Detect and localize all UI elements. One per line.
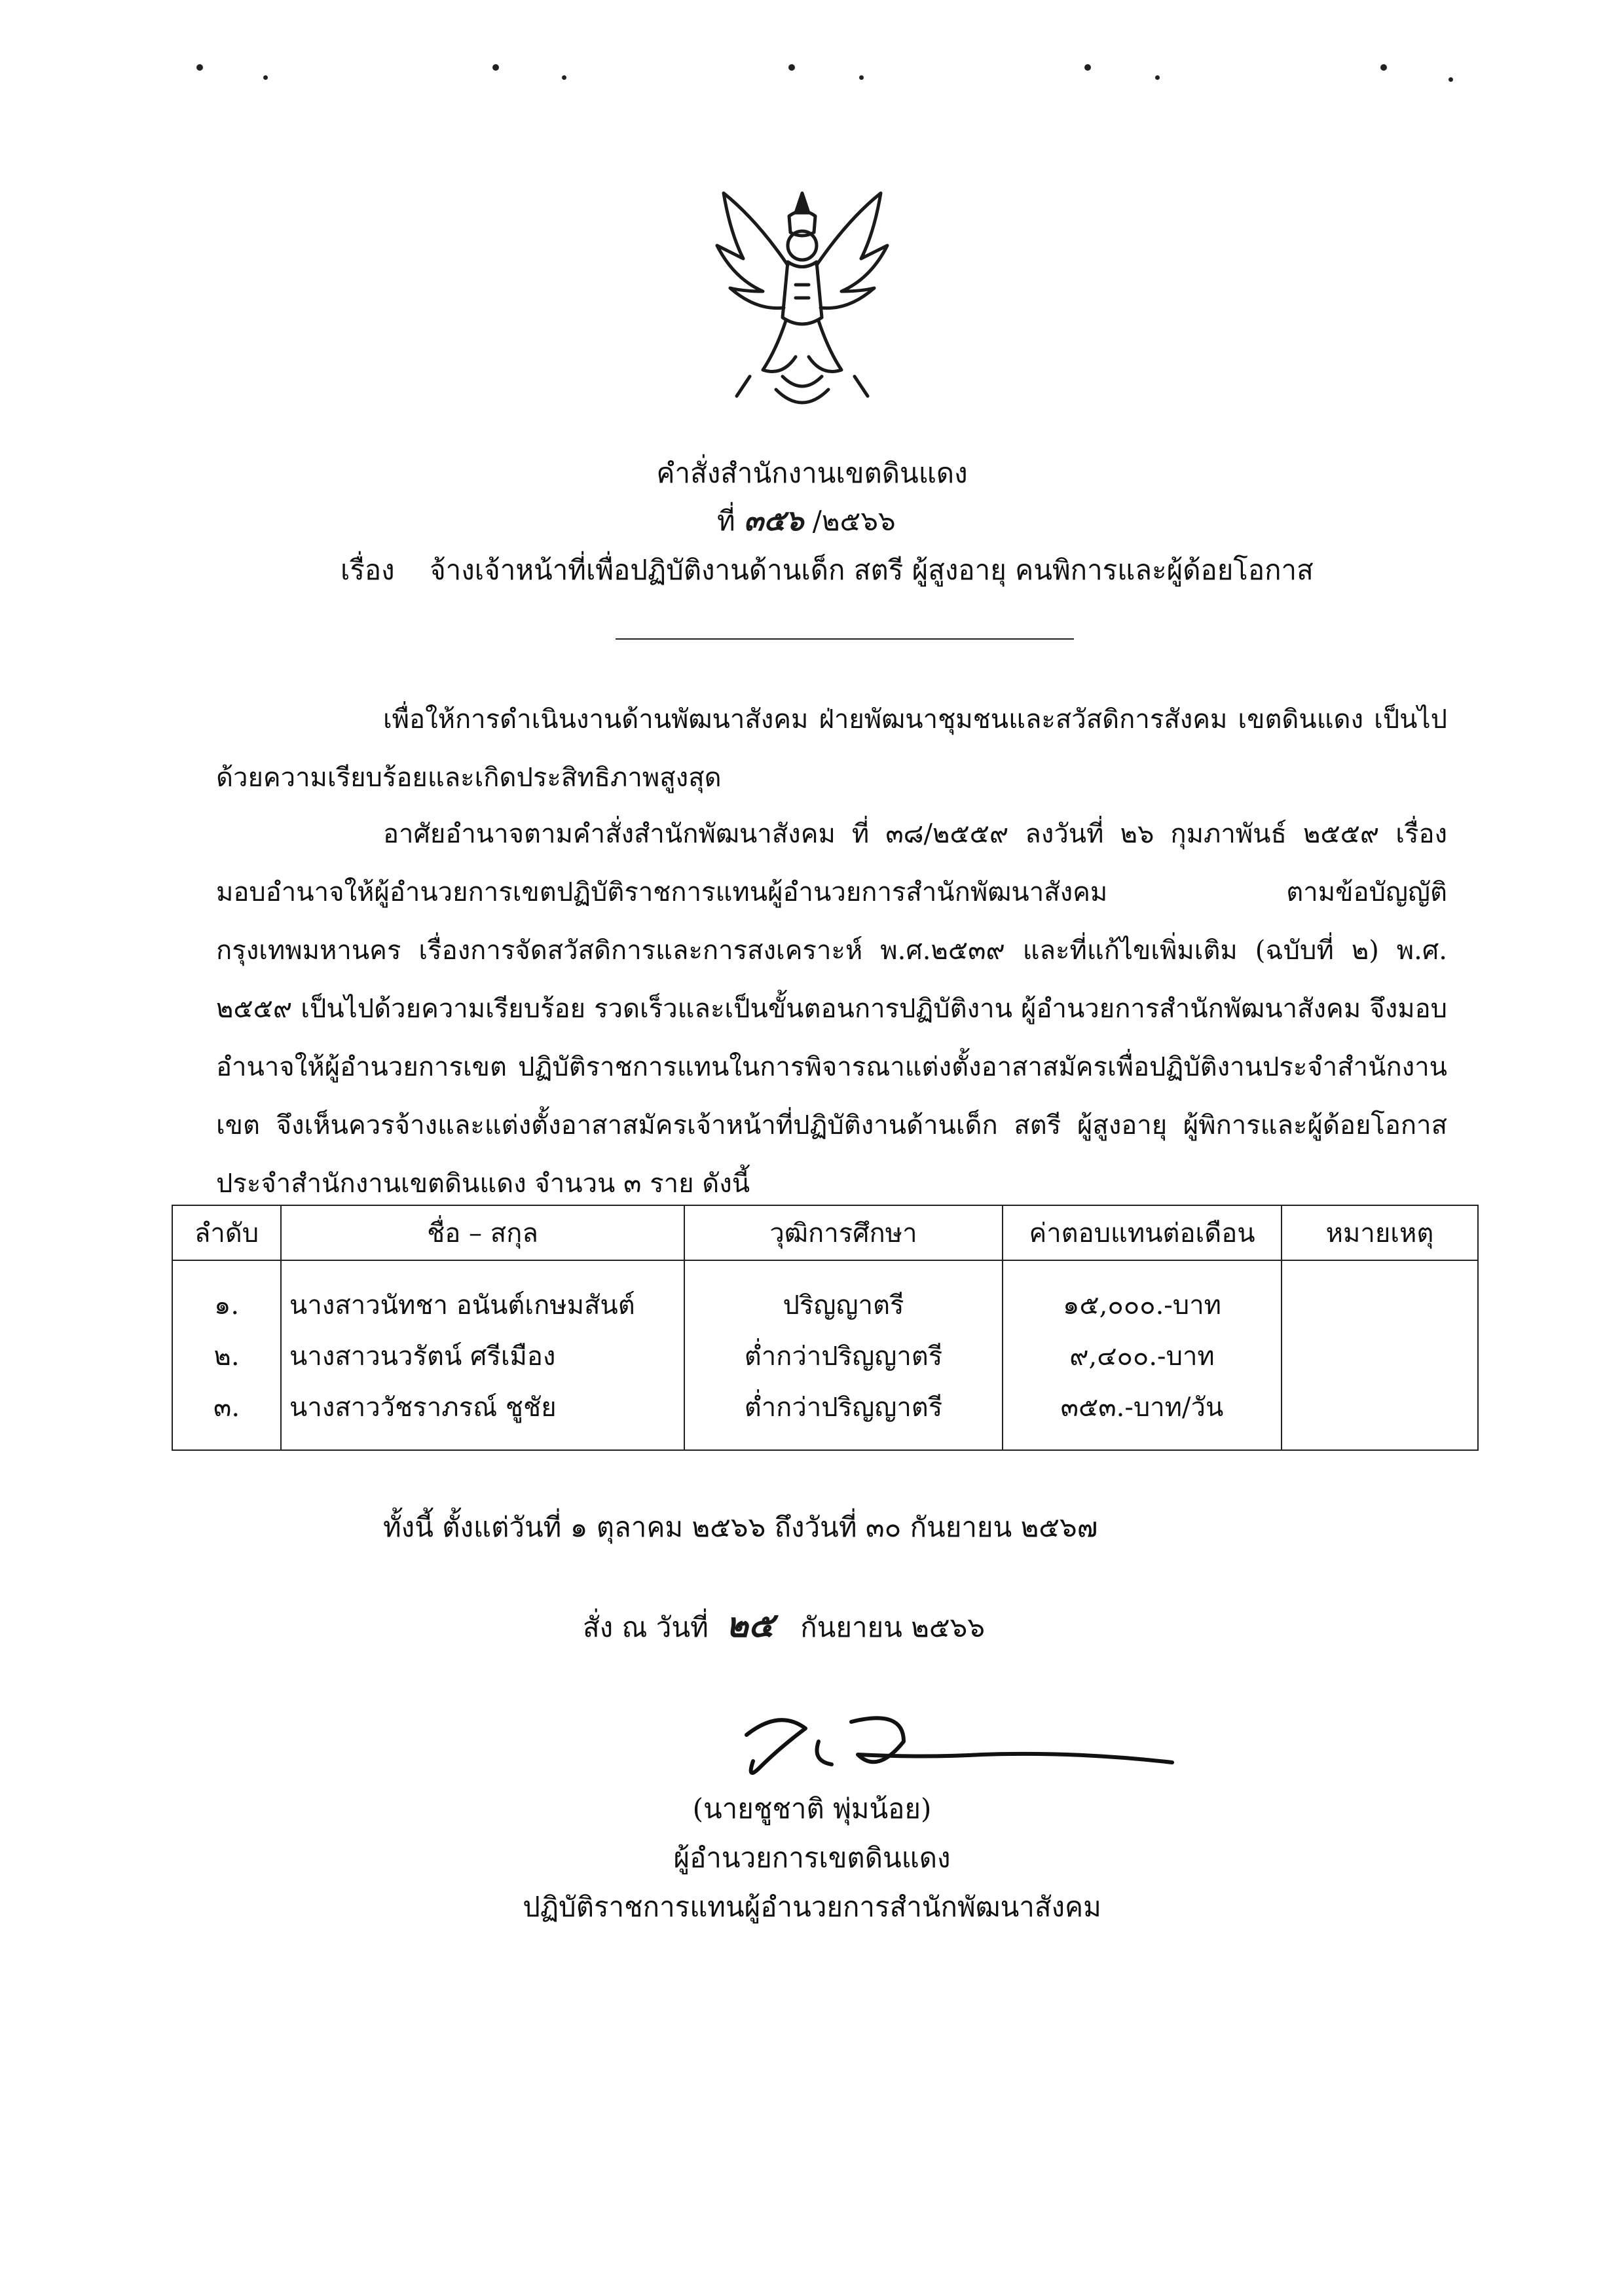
table-header-row <box>172 1205 1478 1260</box>
cell-education: ต่ำกว่าปริญญาตรี <box>684 1330 1003 1381</box>
signature-icon <box>707 1702 1179 1794</box>
cell-note <box>1282 1260 1478 1330</box>
order-date-suffix: กันยายน ๒๕๖๖ <box>800 1611 986 1643</box>
scan-dot <box>1380 64 1387 71</box>
cell-no: ๒. <box>172 1330 281 1381</box>
signatory-acting: ปฏิบัติราชการแทนผู้อำนวยการสำนักพัฒนาสังคม <box>523 1891 1101 1923</box>
scan-dot <box>562 75 566 80</box>
cell-note <box>1282 1330 1478 1381</box>
cell-education: ต่ำกว่าปริญญาตรี <box>684 1381 1003 1450</box>
staff-table <box>172 1205 1479 1451</box>
table-row <box>172 1381 1478 1450</box>
effective-period: ทั้งนี้ ตั้งแต่วันที่ ๑ ตุลาคม ๒๕๖๖ ถึงวันที่ ๓๐ กันยายน ๒๕๖๗ <box>383 1511 1098 1543</box>
col-header-name: ชื่อ – สกุล <box>281 1205 684 1260</box>
paragraph-purpose-text: เพื่อให้การดำเนินงานด้านพัฒนาสังคม ฝ่ายพัฒนาชุมชนและสวัสดิการสังคม เขตดินแดง เป็นไปด้วยความเรียบร้อยและเกิดประสิทธิภาพสูงสุด <box>216 704 1447 793</box>
col-header-note: หมายเหตุ <box>1282 1205 1478 1260</box>
paragraph-authority <box>216 805 1447 1213</box>
signatory-name: (นายชูชาติ พุ่มน้อย) <box>692 1793 932 1825</box>
scan-dot <box>1155 75 1160 80</box>
scan-dot <box>1449 77 1453 82</box>
garuda-emblem-icon <box>704 180 900 429</box>
table-row <box>172 1330 1478 1381</box>
header-divider <box>616 638 1074 640</box>
scan-dot <box>788 64 795 71</box>
order-date <box>583 1597 985 1652</box>
scan-dot <box>1084 64 1091 71</box>
subject-text: จ้างเจ้าหน้าที่เพื่อปฏิบัติงานด้านเด็ก สตรี ผู้สูงอายุ คนพิการและผู้ด้อยโอกาส <box>430 554 1314 586</box>
scan-dot <box>859 75 864 80</box>
order-number-handwritten: ๓๕๖ <box>744 504 804 538</box>
cell-name: นางสาวนัทชา อนันต์เกษมสันต์ <box>281 1260 684 1330</box>
order-title: คำสั่งสำนักงานเขตดินแดง <box>656 457 968 489</box>
scan-dot <box>492 64 499 71</box>
col-header-education: วุฒิการศึกษา <box>684 1205 1003 1260</box>
cell-education: ปริญญาตรี <box>684 1260 1003 1330</box>
table-row <box>172 1260 1478 1330</box>
order-number <box>717 498 896 543</box>
order-date-prefix: สั่ง ณ วันที่ <box>583 1611 709 1643</box>
scan-dot <box>196 64 203 71</box>
cell-pay: ๓๕๓.-บาท/วัน <box>1003 1381 1282 1450</box>
cell-no: ๓. <box>172 1381 281 1450</box>
order-date-day-handwritten: ๒๕ <box>726 1606 775 1645</box>
col-header-no: ลำดับ <box>172 1205 281 1260</box>
cell-pay: ๑๕,๐๐๐.-บาท <box>1003 1260 1282 1330</box>
cell-name: นางสาวนวรัตน์ ศรีเมือง <box>281 1330 684 1381</box>
paragraph-purpose <box>216 691 1447 807</box>
col-header-pay: ค่าตอบแทนต่อเดือน <box>1003 1205 1282 1260</box>
cell-no: ๑. <box>172 1260 281 1330</box>
signatory-position: ผู้อำนวยการเขตดินแดง <box>673 1842 951 1874</box>
subject-line <box>341 549 1314 592</box>
order-number-prefix: ที่ <box>717 505 735 537</box>
cell-pay: ๙,๔๐๐.-บาท <box>1003 1330 1282 1381</box>
cell-note <box>1282 1381 1478 1450</box>
paragraph-authority-text: อาศัยอำนาจตามคำสั่งสำนักพัฒนาสังคม ที่ ๓๘/๒๕๕๙ ลงวันที่ ๒๖ กุมภาพันธ์ ๒๕๕๙ เรื่อง มอบอำนาจให้ผู้อำนวยการเขตปฏิบัติราชการแทนผู้อำนวยการสำนักพัฒนาสังคม ตามข้อบัญญัติกรุงเทพมหานคร เรื่องการจัดสวัสดิการและการสงเคราะห์ พ.ศ.๒๕๓๙ และที่แก้ไขเพิ่มเติม (ฉบับที่ ๒) พ.ศ. ๒๕๕๙ เป็นไปด้วยความเรียบร้อย รวดเร็วและเป็นขั้นตอนการปฏิบัติงาน ผู้อำนวยการสำนักพัฒนาสังคม จึงมอบอำนาจให้ผู้อำนวยการเขต ปฏิบัติราชการแทนในการพิจารณาแต่งตั้งอาสาสมัครเพื่อปฏิบัติงานประจำสำนักงานเขต จึงเห็นควรจ้างและแต่งตั้งอาสาสมัครเจ้าหน้าที่ปฏิบัติงานด้านเด็ก สตรี ผู้สูงอายุ ผู้พิการและผู้ด้อยโอกาส ประจำสำนักงานเขตดินแดง จำนวน ๓ ราย ดังนี้ <box>216 819 1447 1199</box>
subject-label: เรื่อง <box>341 554 395 586</box>
scan-dot <box>263 75 268 80</box>
cell-name: นางสาววัชราภรณ์ ชูชัย <box>281 1381 684 1450</box>
order-number-suffix: /๒๕๖๖ <box>812 505 896 537</box>
